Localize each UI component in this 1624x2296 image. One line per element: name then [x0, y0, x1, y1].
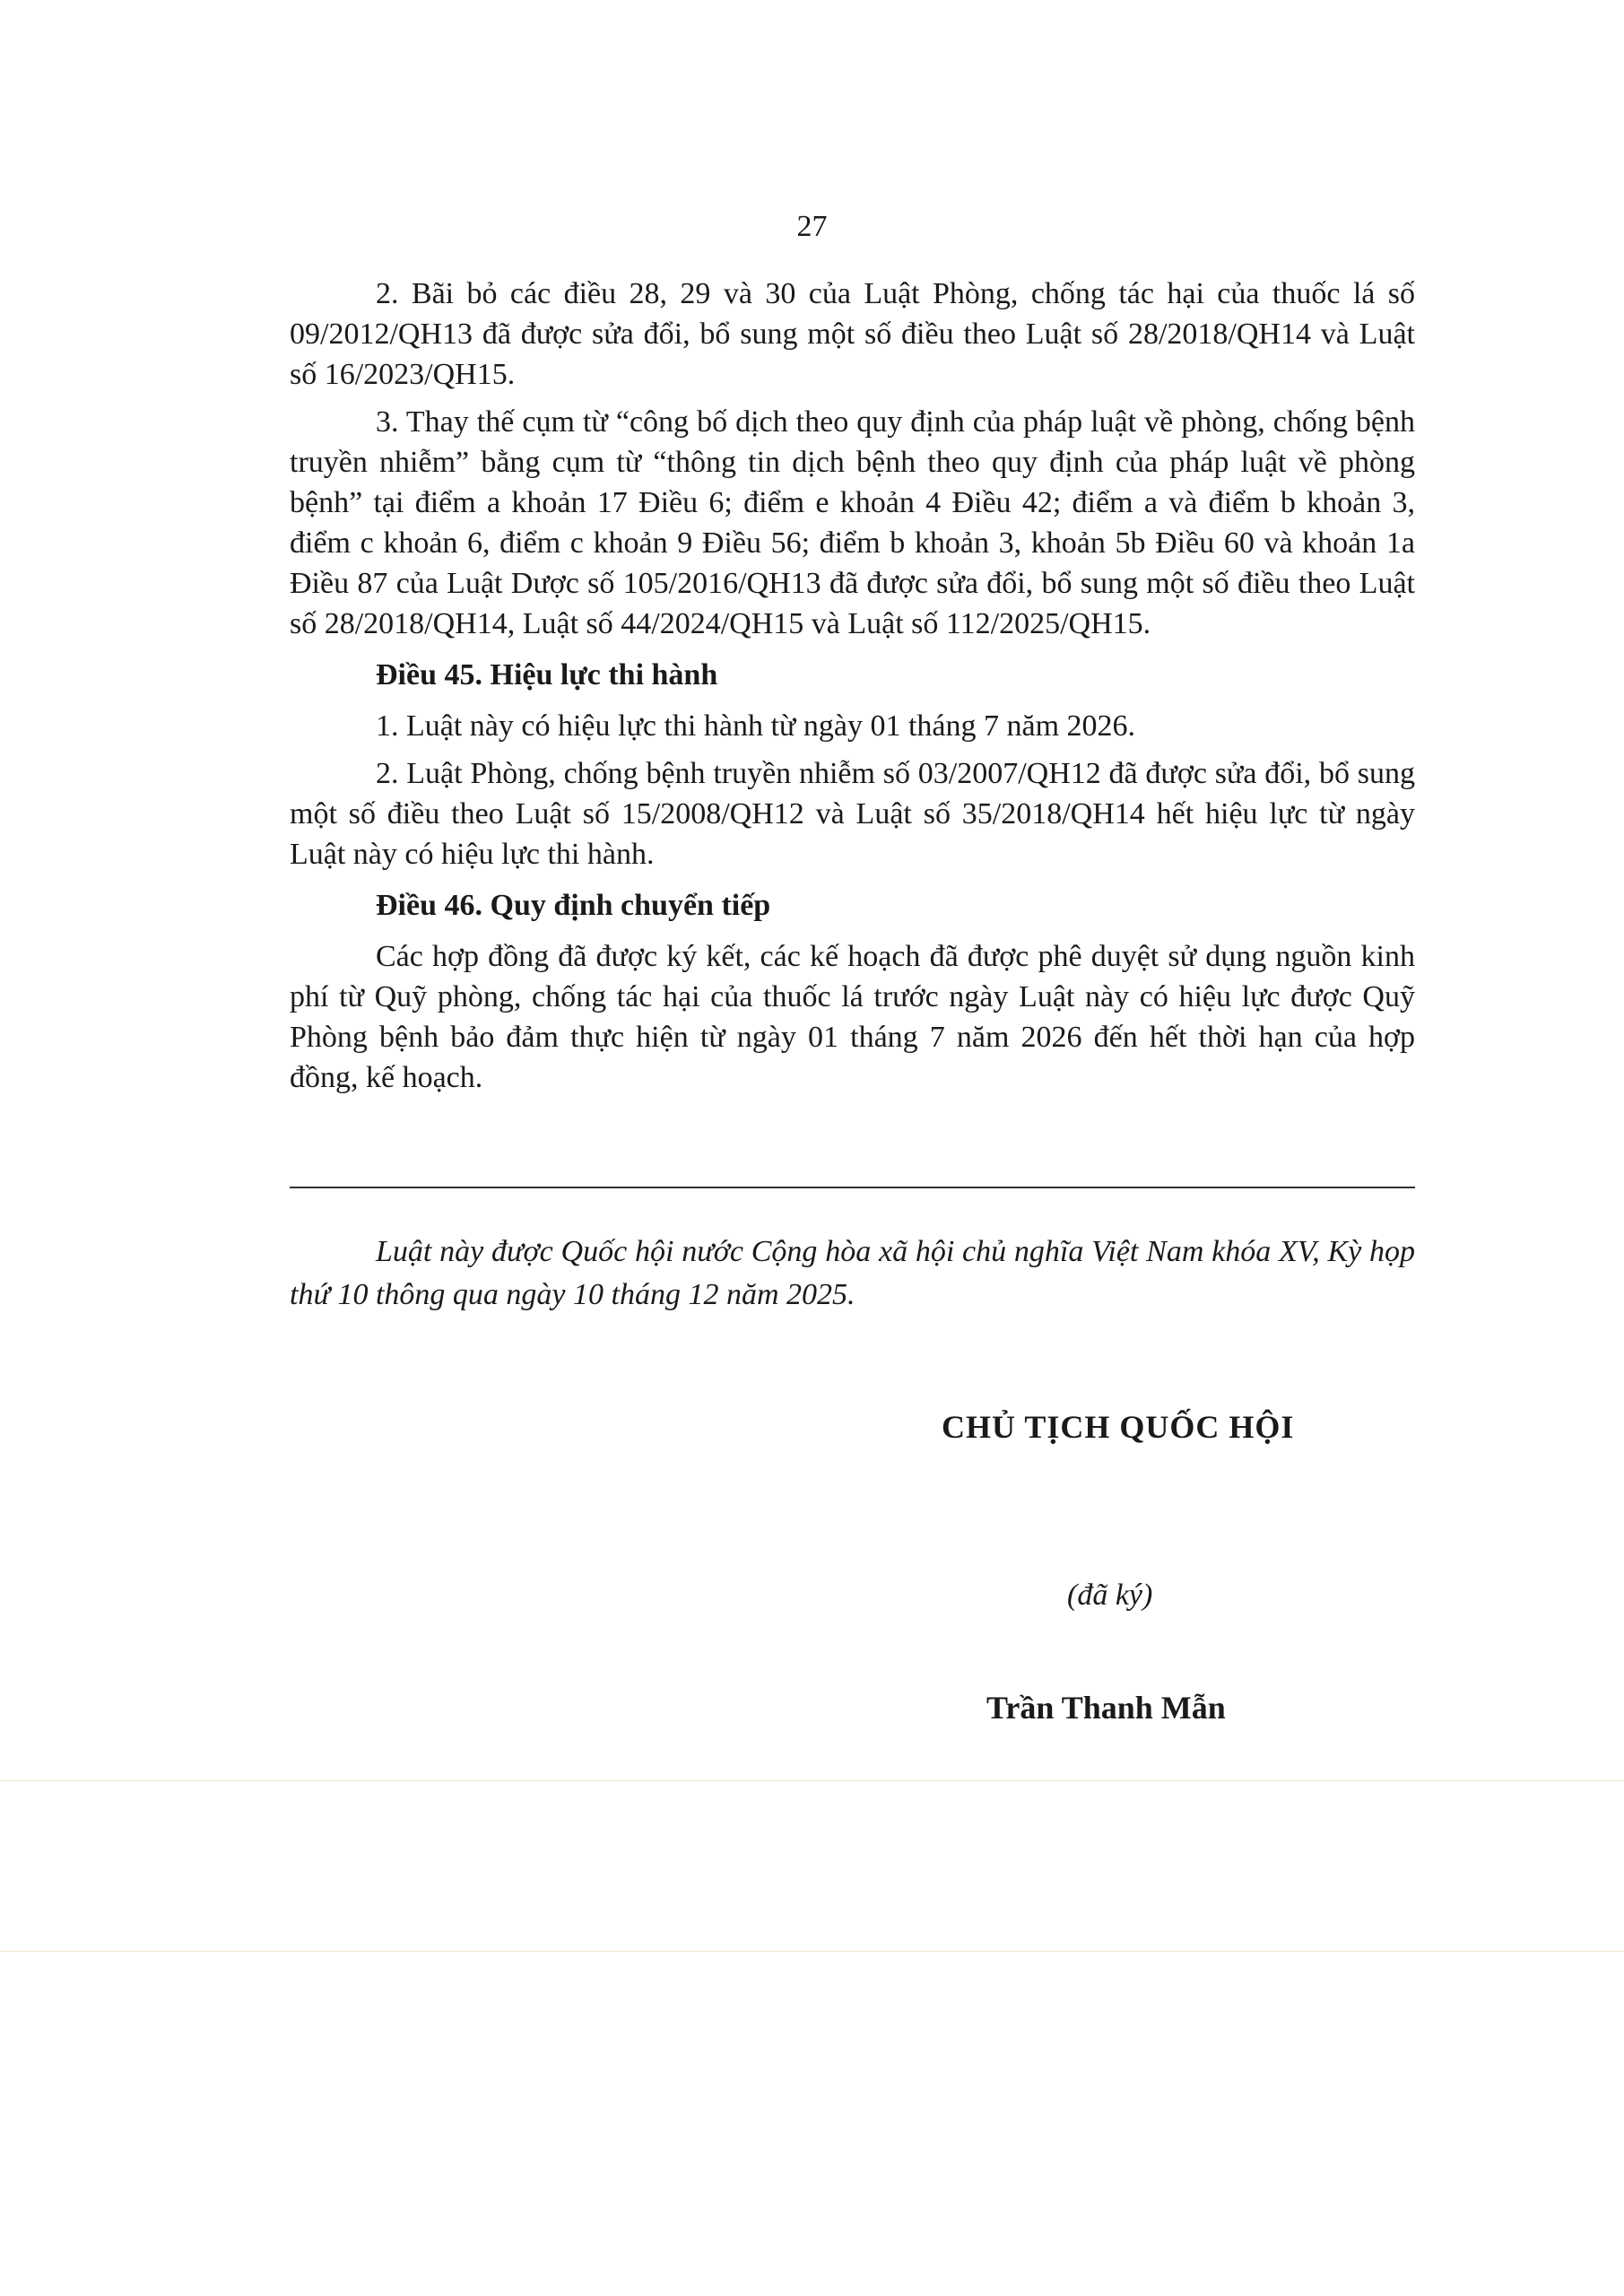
- section-divider: [290, 1187, 1415, 1188]
- document-body: [290, 274, 1415, 1105]
- scan-artifact-line: [0, 1780, 1624, 1781]
- article-45-clause-1: 1. Luật này có hiệu lực thi hành từ ngày 01 tháng 7 năm 2026.: [376, 709, 1136, 743]
- scan-artifact-line: [0, 1951, 1624, 1952]
- article-46-heading: Điều 46. Quy định chuyển tiếp: [376, 889, 771, 922]
- signer-name: Trần Thanh Mẫn: [986, 1690, 1226, 1726]
- clause-2-paragraph: 2. Bãi bỏ các điều 28, 29 và 30 của Luật Phòng, chống tác hại của thuốc lá số 09/2012/QH13 đã được sửa đổi, bổ sung một số điều theo Luật số 28/2018/QH14 và Luật số 16/2023/QH15.: [290, 277, 1415, 391]
- article-45-clause-2: 2. Luật Phòng, chống bệnh truyền nhiễm số 03/2007/QH12 đã được sửa đổi, bổ sung một số điều theo Luật số 15/2008/QH12 và Luật số 35/2018/QH14 hết hiệu lực từ ngày Luật này có hiệu lực thi hành.: [290, 757, 1415, 871]
- clause-3-paragraph: 3. Thay thế cụm từ “công bố dịch theo quy định của pháp luật về phòng, chống bệnh truyền nhiễm” bằng cụm từ “thông tin dịch bệnh theo quy định của pháp luật về phòng bệnh” tại điểm a khoản 17 Điều 6; điểm e khoản 4 Điều 42; điểm a và điểm b khoản 3, điểm c khoản 6, điểm c khoản 9 Điều 56; điểm b khoản 3, khoản 5b Điều 60 và khoản 1a Điều 87 của Luật Dược số 105/2016/QH13 đã được sửa đổi, bổ sung một số điều theo Luật số 28/2018/QH14, Luật số 44/2024/QH15 và Luật số 112/2025/QH15.: [290, 405, 1415, 640]
- page-number: 27: [796, 210, 828, 243]
- article-45-heading: Điều 45. Hiệu lực thi hành: [376, 658, 718, 691]
- signed-note: (đã ký): [1067, 1578, 1153, 1612]
- article-46-paragraph: Các hợp đồng đã được ký kết, các kế hoạch đã được phê duyệt sử dụng nguồn kinh phí từ Quỹ phòng, chống tác hại của thuốc lá trước ngày Luật này có hiệu lực được Quỹ Phòng bệnh bảo đảm thực hiện từ ngày 01 tháng 7 năm 2026 đến hết thời hạn của hợp đồng, kế hoạch.: [290, 940, 1415, 1094]
- signature-title: CHỦ TỊCH QUỐC HỘI: [942, 1409, 1295, 1445]
- passage-statement: Luật này được Quốc hội nước Cộng hòa xã hội chủ nghĩa Việt Nam khóa XV, Kỳ họp thứ 10 thông qua ngày 10 tháng 12 năm 2025.: [290, 1235, 1415, 1311]
